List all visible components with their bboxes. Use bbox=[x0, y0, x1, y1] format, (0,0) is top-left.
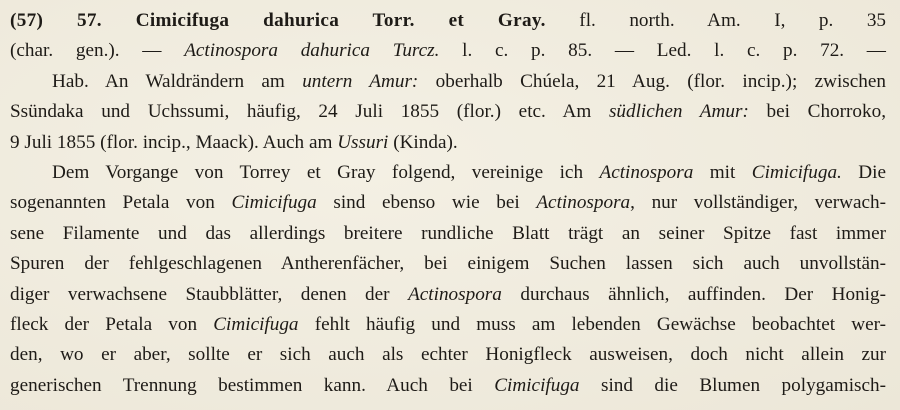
discussion-line-1 bbox=[10, 158, 886, 188]
discussion-line-4 bbox=[10, 249, 886, 279]
entry-synonymy-line bbox=[10, 36, 886, 66]
italic-text-segment: Actinospora dahurica Turcz. bbox=[184, 40, 440, 62]
text-segment: oberhalb Chúela, 21 Aug. (flor. incip.); zwischen bbox=[418, 70, 886, 92]
text-segment: l. c. p. 85. — Led. l. c. p. 72. — bbox=[439, 40, 886, 62]
text-segment: diger verwachsene Staubblätter, denen der bbox=[10, 283, 409, 305]
text-segment: sind die Blumen polygamisch- bbox=[579, 374, 887, 396]
text-segment: Hab. An Waldrändern am bbox=[52, 70, 303, 92]
text-segment: generischen Trennung bestimmen kann. Auch bei bbox=[10, 374, 495, 396]
italic-text-segment: Cimicifuga bbox=[213, 313, 299, 335]
italic-text-segment: Actinospora bbox=[408, 283, 502, 305]
text-segment: 9 Juli 1855 (flor. incip., Maack). Auch am bbox=[10, 131, 338, 153]
text-segment: sind ebenso wie bei bbox=[316, 192, 537, 214]
text-segment: fl. north. Am. I, p. 35 bbox=[545, 10, 887, 31]
italic-text-segment: Cimicifuga bbox=[494, 374, 580, 396]
bold-text-segment: (57) 57. bbox=[10, 10, 136, 31]
discussion-line-3 bbox=[10, 219, 886, 249]
text-segment: Dem Vorgange von Torrey et Gray folgend, vereinige ich bbox=[52, 161, 600, 183]
italic-text-segment: Actinospora bbox=[536, 192, 631, 214]
discussion-line-5 bbox=[10, 280, 886, 310]
text-segment: fehlt häufig und muss am lebenden Gewächse beobachtet wer- bbox=[298, 313, 886, 335]
habitat-line-2 bbox=[10, 97, 886, 127]
text-segment: bei Chorroko, bbox=[748, 101, 886, 123]
italic-text-segment: untern Amur: bbox=[302, 70, 419, 92]
text-segment: Ssündaka und Uchssumi, häufig, 24 Juli 1855 (flor.) etc. Am bbox=[10, 101, 609, 123]
text-segment: sene Filamente und das allerdings breitere rundliche Blatt trägt an seiner Spitze fast immer bbox=[10, 222, 886, 244]
bold-text-segment: Cimicifuga dahurica Torr. et Gray. bbox=[135, 10, 546, 31]
entry-heading-line bbox=[10, 6, 886, 36]
text-segment: Die bbox=[841, 161, 886, 183]
text-segment: Spuren der fehlgeschlagenen Antherenfächer, bei einigem Suchen lassen sich auch unvollstän- bbox=[10, 253, 886, 275]
italic-text-segment: Cimicifuga bbox=[231, 192, 317, 214]
text-segment: durchaus ähnlich, auffinden. Der Honig- bbox=[501, 283, 886, 305]
text-segment: fleck der Petala von bbox=[10, 313, 214, 335]
italic-text-segment: Actinospora bbox=[599, 161, 694, 183]
text-segment: (Kinda). bbox=[388, 131, 458, 153]
text-segment: , nur vollständiger, verwach- bbox=[630, 192, 886, 214]
text-segment: sogenannten Petala von bbox=[10, 192, 232, 214]
discussion-line-6 bbox=[10, 310, 886, 340]
discussion-line-2 bbox=[10, 188, 886, 218]
italic-text-segment: Ussuri bbox=[337, 131, 389, 153]
discussion-line-7 bbox=[10, 340, 886, 370]
italic-text-segment: Cimicifuga. bbox=[751, 161, 842, 183]
text-segment: mit bbox=[693, 161, 752, 183]
habitat-line-1 bbox=[10, 67, 886, 97]
habitat-line-3 bbox=[10, 128, 886, 158]
text-segment: (char. gen.). — bbox=[10, 40, 185, 62]
text-segment: den, wo er aber, sollte er sich auch als echter Honigfleck ausweisen, doch nicht allein zur bbox=[10, 344, 886, 366]
discussion-line-8 bbox=[10, 371, 886, 401]
italic-text-segment: südlichen Amur: bbox=[608, 101, 749, 123]
